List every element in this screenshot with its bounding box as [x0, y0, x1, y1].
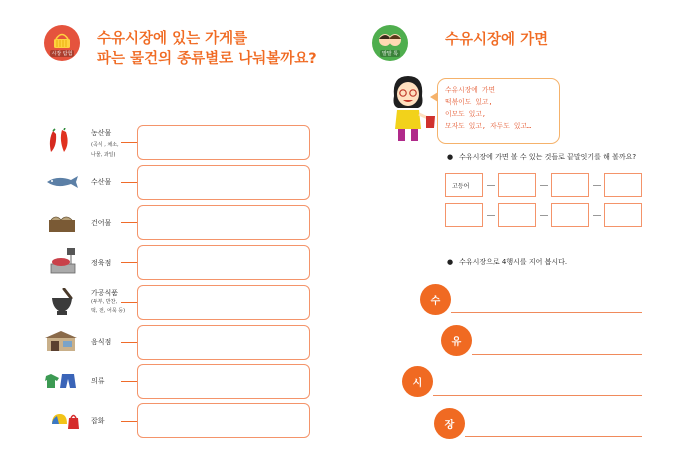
category-label: 수산물 — [91, 178, 112, 186]
answer-box[interactable] — [137, 125, 310, 160]
dried-fish-box-icon — [47, 212, 77, 234]
connector-line — [121, 381, 137, 382]
connector-line — [121, 262, 137, 263]
speech-bubble — [437, 78, 560, 144]
category-sub: (두부, 반찬, — [91, 299, 118, 305]
bubble-line: 수유시장에 가면 — [445, 86, 496, 94]
meat-scale-icon — [47, 246, 77, 276]
acrostic-letter: 시 — [402, 366, 433, 397]
chain-dash — [593, 185, 601, 186]
red-pepper-icon — [45, 128, 77, 154]
question-text: 수유시장에 가면 볼 수 있는 것들로 끝말잇기를 해 볼까요? — [459, 153, 637, 161]
connector-line — [121, 142, 137, 143]
hat-and-bag-icon — [50, 410, 80, 430]
answer-box[interactable] — [137, 245, 310, 280]
chain-dash — [540, 215, 548, 216]
chain-box[interactable] — [604, 203, 642, 227]
connector-line — [121, 302, 137, 303]
acrostic-question — [447, 257, 567, 267]
category-label: 음식점 — [91, 338, 112, 346]
category-sub: 떡, 전, 어묵 등) — [91, 308, 126, 314]
connector-line — [121, 421, 137, 422]
answer-box[interactable] — [137, 165, 310, 200]
page-title — [97, 29, 317, 69]
connector-line — [121, 342, 137, 343]
category-label: 건어물 — [91, 219, 112, 227]
connector-line — [121, 182, 137, 183]
badge-label: 말말 톡 — [381, 51, 399, 57]
chain-box[interactable] — [604, 173, 642, 197]
bullet-icon: ● — [447, 153, 454, 161]
fish-icon — [45, 175, 79, 189]
chain-dash — [487, 185, 495, 186]
chain-box[interactable] — [445, 203, 483, 227]
chain-dash — [540, 185, 548, 186]
mortar-icon — [49, 288, 75, 316]
badge-label: 시장 탐험 — [51, 51, 73, 57]
chain-box[interactable] — [551, 203, 589, 227]
bubble-line: 떡볶이도 있고, — [445, 98, 493, 106]
chain-box[interactable] — [498, 173, 536, 197]
category-label: 의류 — [91, 377, 105, 385]
talk-badge — [372, 25, 408, 61]
acrostic-answer-line[interactable] — [472, 354, 642, 355]
basket-icon — [52, 32, 72, 49]
answer-box[interactable] — [137, 205, 310, 240]
category-label: 정육점 — [91, 259, 112, 267]
restaurant-icon — [44, 330, 78, 352]
question-text: 수유시장으로 4행시를 지어 봅시다. — [459, 258, 568, 266]
title-line-1: 수유시장에 있는 가게를 — [97, 31, 248, 47]
chain-first-word: 고등어 — [452, 183, 470, 190]
acrostic-answer-line[interactable] — [465, 436, 642, 437]
answer-box[interactable] — [137, 403, 310, 438]
category-label: 가공식품 — [91, 289, 119, 297]
chain-dash — [593, 215, 601, 216]
chain-box-first[interactable] — [445, 173, 483, 197]
answer-box[interactable] — [137, 285, 310, 320]
connector-line — [121, 222, 137, 223]
category-sub: 나물, 과일) — [91, 152, 116, 158]
acrostic-answer-line[interactable] — [451, 312, 642, 313]
acrostic-letter: 유 — [441, 325, 472, 356]
chain-dash — [487, 215, 495, 216]
acrostic-letter: 수 — [420, 284, 451, 315]
girl-character-icon — [388, 74, 438, 144]
chain-box[interactable] — [498, 203, 536, 227]
answer-box[interactable] — [137, 325, 310, 360]
clothes-icon — [44, 373, 78, 389]
bubble-line: 이모도 있고, — [445, 110, 487, 118]
two-kids-icon — [378, 31, 402, 49]
category-label: 잡화 — [91, 417, 105, 425]
bullet-icon: ● — [447, 258, 454, 266]
market-explore-badge — [44, 25, 80, 61]
page-title: 수유시장에 가면 — [445, 32, 549, 48]
chain-box[interactable] — [551, 173, 589, 197]
title-line-2: 파는 물건의 종류별로 나눠볼까요? — [97, 51, 317, 67]
bubble-line: 모자도 있고, 자두도 있고… — [445, 122, 532, 130]
acrostic-answer-line[interactable] — [433, 395, 642, 396]
acrostic-letter: 장 — [434, 408, 465, 439]
answer-box[interactable] — [137, 364, 310, 399]
category-label: 농산물 — [91, 129, 112, 137]
word-chain-question — [447, 152, 636, 162]
category-sub: (곡식 , 채소, — [91, 142, 119, 148]
